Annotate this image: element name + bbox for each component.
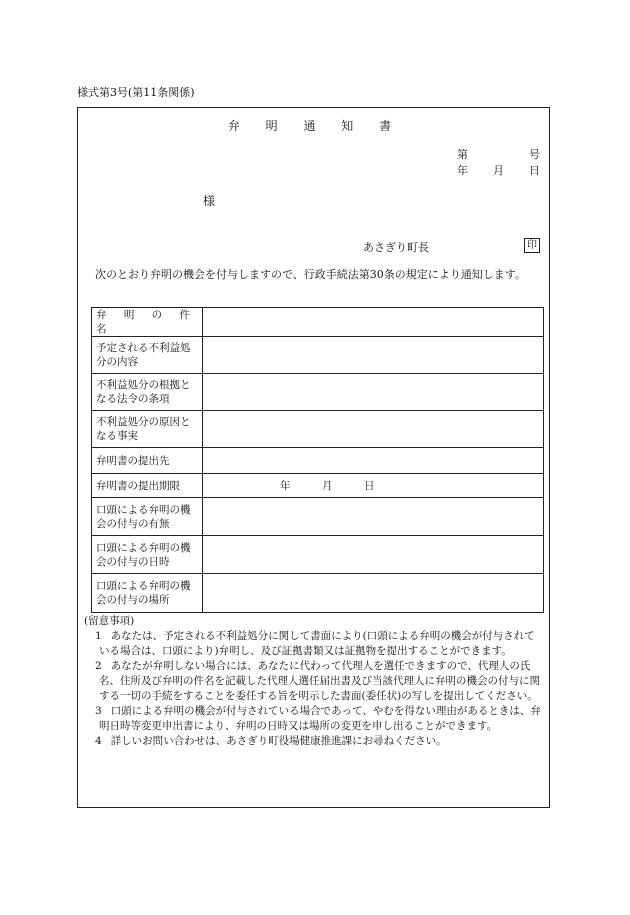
note-number: 2 bbox=[95, 660, 102, 672]
row-label: 口頭による弁明の機会の付与の日時 bbox=[92, 536, 203, 574]
row-label: 弁 明 の 件 名 bbox=[92, 308, 203, 337]
note-number: 3 bbox=[95, 705, 102, 717]
issuer-name: あさぎり町長 bbox=[363, 241, 429, 254]
date-month-label: 月 bbox=[493, 164, 504, 177]
document-title: 弁 明 通 知 書 bbox=[227, 119, 403, 133]
note-text: あなたが弁明しない場合には、あなたに代わって代理人を選任できますので、代理人の氏名、住所及び弁明の件名を記載した代理人選任届出書及び当該代理人に弁明の機会の付与に関する一切の手続をすることを委任する旨を明示した書面(委任状)の写しを提出してください。 bbox=[99, 660, 540, 702]
row-label: 口頭による弁明の機会の付与の有無 bbox=[92, 498, 203, 536]
row-value bbox=[203, 374, 544, 411]
note-item bbox=[84, 629, 544, 659]
form-number-label: 様式第3号(第11条関係) bbox=[77, 86, 195, 99]
note-number: 1 bbox=[95, 630, 102, 642]
table-row bbox=[92, 448, 544, 474]
document-number-suffix: 号 bbox=[529, 148, 540, 161]
row-value bbox=[203, 337, 544, 374]
row-value bbox=[203, 448, 544, 474]
seal-stamp: 印 bbox=[524, 238, 540, 253]
table-row bbox=[92, 308, 544, 337]
note-item bbox=[84, 704, 544, 734]
table-row bbox=[92, 536, 544, 574]
row-label: 弁明書の提出期限 bbox=[92, 474, 203, 498]
notice-table bbox=[91, 307, 544, 613]
note-item bbox=[84, 734, 544, 749]
notes-section bbox=[84, 614, 544, 749]
row-value-deadline: 年 月 日 bbox=[203, 474, 544, 498]
row-value bbox=[203, 498, 544, 536]
row-value bbox=[203, 536, 544, 574]
table-row bbox=[92, 474, 544, 498]
document-number-prefix: 第 bbox=[457, 148, 468, 161]
note-text: 口頭による弁明の機会が付与されている場合であって、やむを得ない理由があるときは、弁明日時等変更申出書により、弁明の日時又は場所の変更を申し出ることができます。 bbox=[99, 705, 541, 732]
note-item bbox=[84, 659, 544, 704]
table-row bbox=[92, 337, 544, 374]
notes-heading: (留意事項) bbox=[84, 615, 135, 627]
note-number: 4 bbox=[95, 735, 102, 747]
row-label: 口頭による弁明の機会の付与の場所 bbox=[92, 574, 203, 613]
date-year-label: 年 bbox=[457, 164, 468, 177]
table-row bbox=[92, 574, 544, 613]
row-value bbox=[203, 574, 544, 613]
intro-text: 次のとおり弁明の機会を付与しますので、行政手続法第30条の規定により通知します。 bbox=[95, 268, 526, 281]
row-label: 弁明書の提出先 bbox=[92, 448, 203, 474]
note-text: あなたは、予定される不利益処分に関して書面により(口頭による弁明の機会が付与されている場合は、口頭により)弁明し、及び証拠書類又は証拠物を提出することができます。 bbox=[99, 630, 535, 657]
row-value bbox=[203, 411, 544, 448]
row-label: 不利益処分の根拠となる法令の条項 bbox=[92, 374, 203, 411]
row-value bbox=[203, 308, 544, 337]
row-label: 予定される不利益処分の内容 bbox=[92, 337, 203, 374]
date-day-label: 日 bbox=[529, 164, 540, 177]
row-label: 不利益処分の原因となる事実 bbox=[92, 411, 203, 448]
note-text: 詳しいお問い合わせは、あさぎり町役場健康推進課にお尋ねください。 bbox=[110, 735, 447, 747]
table-row bbox=[92, 498, 544, 536]
recipient-suffix: 様 bbox=[203, 194, 216, 208]
table-row bbox=[92, 411, 544, 448]
table-row bbox=[92, 374, 544, 411]
